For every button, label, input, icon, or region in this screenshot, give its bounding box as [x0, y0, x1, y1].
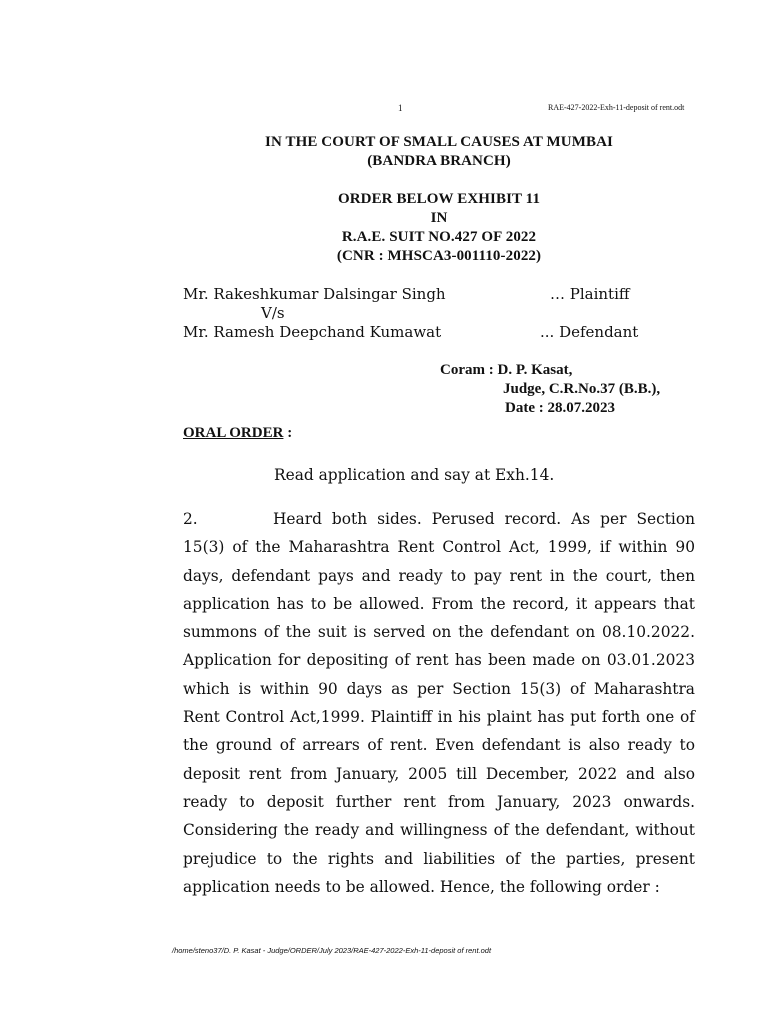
paragraph-2-text: Heard both sides. Perused record. As per Section 15(3) of the Maharashtra Rent Control Act, 1999, if within 90 days, defendant pays and ready to pay rent in the court, then application has to be allowed. From the record, it appears that summons of the suit is served on the defendant on 08.10.2022. Application for depositing of rent has been made on 03.01.2023 which is within 90 days as per Section 15(3) of Maharashtra Rent Control Act,1999. Plaintiff in his plaint has put forth one of the ground of arrears of rent. Even defendant is also ready to deposit rent from January, 2005 till December, 2022 and also ready to deposit further rent from January, 2023 onwards. Considering the ready and willingness of the defendant, without prejudice to the rights and liabilities of the parties, present application needs to be allowed. Hence, the following order :: [183, 510, 695, 896]
oral-order-label: ORAL ORDER: [183, 425, 284, 441]
defendant-name: Mr. Ramesh Deepchand Kumawat: [183, 323, 442, 341]
plaintiff-name: Mr. Rakeshkumar Dalsingar Singh: [183, 285, 446, 303]
paragraph-1: Read application and say at Exh.14.: [274, 466, 555, 484]
coram-court: Judge, C.R.No.37 (B.B.),: [503, 381, 661, 397]
court-name: IN THE COURT OF SMALL CAUSES AT MUMBAI: [265, 134, 613, 150]
coram-date: Date : 28.07.2023: [505, 400, 615, 416]
paragraph-2: [183, 505, 695, 901]
plaintiff-role: … Plaintiff: [550, 285, 630, 303]
defendant-role: ... Defendant: [540, 323, 639, 341]
oral-order-heading: [183, 425, 292, 442]
suit-number: R.A.E. SUIT NO.427 OF 2022: [341, 229, 537, 245]
coram-judge: Coram : D. P. Kasat,: [440, 362, 573, 378]
cnr-number: (CNR : MHSCA3-001110-2022): [336, 248, 542, 264]
header-file-name: RAE-427-2022-Exh-11-deposit of rent.odt: [548, 103, 685, 112]
paragraph-2-number: 2.: [183, 510, 198, 528]
oral-order-suffix: :: [283, 425, 293, 441]
page-number: 1: [398, 103, 403, 113]
footer-file-path: /home/steno37/D. P. Kasat - Judge/ORDER/July 2023/RAE-427-2022-Exh-11-deposit of rent.odt: [172, 946, 492, 955]
court-branch: (BANDRA BRANCH): [367, 153, 511, 169]
order-title: ORDER BELOW EXHIBIT 11: [337, 191, 541, 207]
versus-label: V/s: [261, 304, 285, 322]
order-title-in: IN: [430, 210, 448, 226]
